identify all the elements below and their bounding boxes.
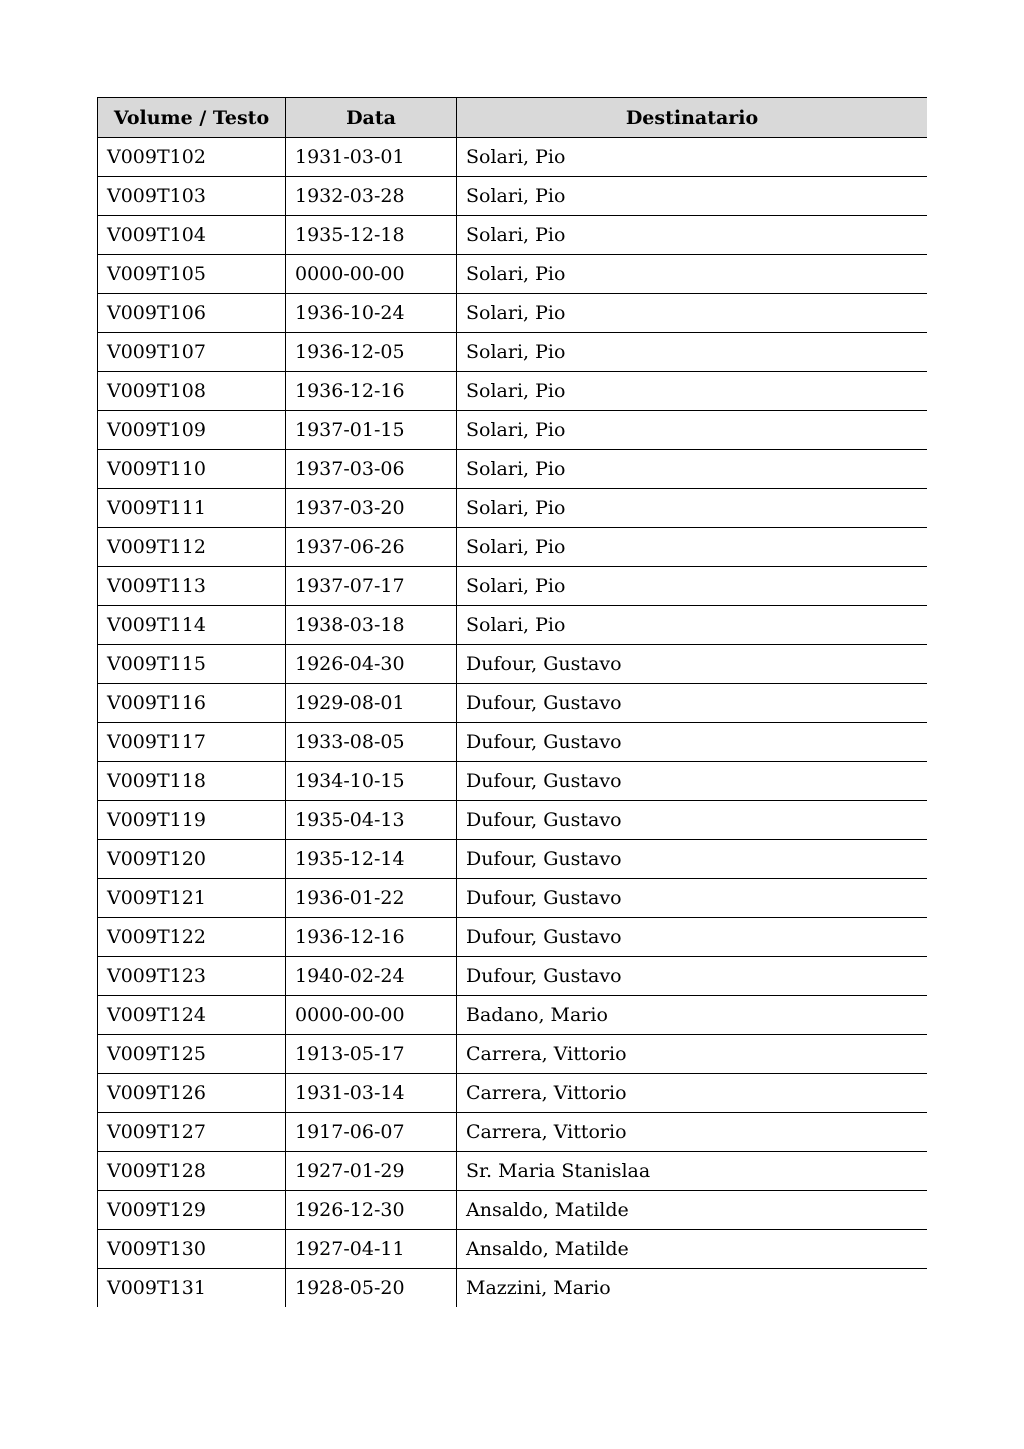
table-body [98, 138, 928, 1308]
cell-data: 1936-10-24 [286, 294, 457, 333]
cell-volume-testo: V009T112 [98, 528, 286, 567]
cell-volume-testo: V009T108 [98, 372, 286, 411]
cell-data: 1940-02-24 [286, 957, 457, 996]
header-row [98, 98, 928, 138]
cell-destinatario: Badano, Mario [457, 996, 928, 1035]
cell-destinatario: Solari, Pio [457, 528, 928, 567]
table-row [98, 1152, 928, 1191]
cell-destinatario: Solari, Pio [457, 333, 928, 372]
cell-destinatario: Solari, Pio [457, 255, 928, 294]
cell-volume-testo: V009T127 [98, 1113, 286, 1152]
cell-destinatario: Sr. Maria Stanislaa [457, 1152, 928, 1191]
table-row [98, 1113, 928, 1152]
table-row [98, 333, 928, 372]
table-row [98, 1074, 928, 1113]
cell-volume-testo: V009T117 [98, 723, 286, 762]
table-row [98, 372, 928, 411]
cell-data: 1927-04-11 [286, 1230, 457, 1269]
cell-destinatario: Solari, Pio [457, 216, 928, 255]
cell-volume-testo: V009T113 [98, 567, 286, 606]
cell-data: 1935-12-14 [286, 840, 457, 879]
cell-data: 1926-04-30 [286, 645, 457, 684]
cell-destinatario: Solari, Pio [457, 567, 928, 606]
cell-volume-testo: V009T124 [98, 996, 286, 1035]
letters-table [97, 97, 927, 1307]
table-row [98, 879, 928, 918]
cell-volume-testo: V009T103 [98, 177, 286, 216]
table-row [98, 840, 928, 879]
cell-destinatario: Solari, Pio [457, 606, 928, 645]
table-row [98, 957, 928, 996]
cell-volume-testo: V009T109 [98, 411, 286, 450]
cell-data: 1935-04-13 [286, 801, 457, 840]
cell-destinatario: Solari, Pio [457, 489, 928, 528]
cell-destinatario: Solari, Pio [457, 411, 928, 450]
table-row [98, 216, 928, 255]
cell-data: 1937-03-20 [286, 489, 457, 528]
cell-destinatario: Ansaldo, Matilde [457, 1230, 928, 1269]
cell-data: 1936-12-05 [286, 333, 457, 372]
cell-destinatario: Dufour, Gustavo [457, 645, 928, 684]
cell-destinatario: Solari, Pio [457, 294, 928, 333]
cell-data: 1937-01-15 [286, 411, 457, 450]
table-row [98, 996, 928, 1035]
cell-volume-testo: V009T130 [98, 1230, 286, 1269]
table-row [98, 528, 928, 567]
table-row [98, 255, 928, 294]
cell-volume-testo: V009T114 [98, 606, 286, 645]
column-header-volume-testo: Volume / Testo [98, 98, 286, 138]
table-row [98, 1035, 928, 1074]
cell-destinatario: Mazzini, Mario [457, 1269, 928, 1308]
table-row [98, 918, 928, 957]
cell-destinatario: Solari, Pio [457, 138, 928, 177]
cell-destinatario: Dufour, Gustavo [457, 762, 928, 801]
cell-data: 1928-05-20 [286, 1269, 457, 1308]
table-row [98, 723, 928, 762]
cell-volume-testo: V009T131 [98, 1269, 286, 1308]
cell-volume-testo: V009T111 [98, 489, 286, 528]
cell-data: 1917-06-07 [286, 1113, 457, 1152]
table-row [98, 606, 928, 645]
table-header [98, 98, 928, 138]
table-row [98, 762, 928, 801]
table-row [98, 177, 928, 216]
cell-destinatario: Dufour, Gustavo [457, 957, 928, 996]
cell-volume-testo: V009T110 [98, 450, 286, 489]
cell-volume-testo: V009T126 [98, 1074, 286, 1113]
cell-destinatario: Solari, Pio [457, 372, 928, 411]
cell-data: 1935-12-18 [286, 216, 457, 255]
cell-destinatario: Dufour, Gustavo [457, 801, 928, 840]
cell-volume-testo: V009T125 [98, 1035, 286, 1074]
cell-volume-testo: V009T115 [98, 645, 286, 684]
cell-destinatario: Dufour, Gustavo [457, 684, 928, 723]
table-row [98, 294, 928, 333]
table-row [98, 645, 928, 684]
cell-destinatario: Carrera, Vittorio [457, 1035, 928, 1074]
column-header-destinatario: Destinatario [457, 98, 928, 138]
cell-data: 1937-03-06 [286, 450, 457, 489]
cell-data: 1913-05-17 [286, 1035, 457, 1074]
cell-data: 1936-01-22 [286, 879, 457, 918]
cell-data: 0000-00-00 [286, 255, 457, 294]
cell-destinatario: Carrera, Vittorio [457, 1074, 928, 1113]
cell-data: 1927-01-29 [286, 1152, 457, 1191]
cell-volume-testo: V009T128 [98, 1152, 286, 1191]
cell-volume-testo: V009T102 [98, 138, 286, 177]
cell-destinatario: Solari, Pio [457, 177, 928, 216]
cell-destinatario: Dufour, Gustavo [457, 840, 928, 879]
cell-volume-testo: V009T122 [98, 918, 286, 957]
table-row [98, 567, 928, 606]
cell-data: 1938-03-18 [286, 606, 457, 645]
cell-volume-testo: V009T118 [98, 762, 286, 801]
table-row [98, 489, 928, 528]
cell-data: 1931-03-01 [286, 138, 457, 177]
cell-destinatario: Dufour, Gustavo [457, 918, 928, 957]
cell-data: 1931-03-14 [286, 1074, 457, 1113]
cell-data: 1936-12-16 [286, 918, 457, 957]
cell-volume-testo: V009T106 [98, 294, 286, 333]
cell-destinatario: Carrera, Vittorio [457, 1113, 928, 1152]
cell-volume-testo: V009T123 [98, 957, 286, 996]
table-row [98, 1269, 928, 1308]
table-row [98, 411, 928, 450]
cell-data: 0000-00-00 [286, 996, 457, 1035]
cell-data: 1933-08-05 [286, 723, 457, 762]
table-row [98, 684, 928, 723]
cell-destinatario: Solari, Pio [457, 450, 928, 489]
table-row [98, 1230, 928, 1269]
table-row [98, 1191, 928, 1230]
cell-data: 1937-07-17 [286, 567, 457, 606]
cell-volume-testo: V009T121 [98, 879, 286, 918]
cell-volume-testo: V009T116 [98, 684, 286, 723]
cell-destinatario: Ansaldo, Matilde [457, 1191, 928, 1230]
cell-volume-testo: V009T120 [98, 840, 286, 879]
column-header-data: Data [286, 98, 457, 138]
table-row [98, 450, 928, 489]
letters-table-container [97, 97, 927, 1313]
cell-data: 1929-08-01 [286, 684, 457, 723]
cell-volume-testo: V009T119 [98, 801, 286, 840]
cell-volume-testo: V009T105 [98, 255, 286, 294]
cell-data: 1937-06-26 [286, 528, 457, 567]
cell-volume-testo: V009T129 [98, 1191, 286, 1230]
cell-destinatario: Dufour, Gustavo [457, 723, 928, 762]
cell-volume-testo: V009T107 [98, 333, 286, 372]
cell-data: 1934-10-15 [286, 762, 457, 801]
cell-data: 1932-03-28 [286, 177, 457, 216]
cell-data: 1926-12-30 [286, 1191, 457, 1230]
cell-data: 1936-12-16 [286, 372, 457, 411]
cell-destinatario: Dufour, Gustavo [457, 879, 928, 918]
table-row [98, 801, 928, 840]
cell-volume-testo: V009T104 [98, 216, 286, 255]
table-row [98, 138, 928, 177]
